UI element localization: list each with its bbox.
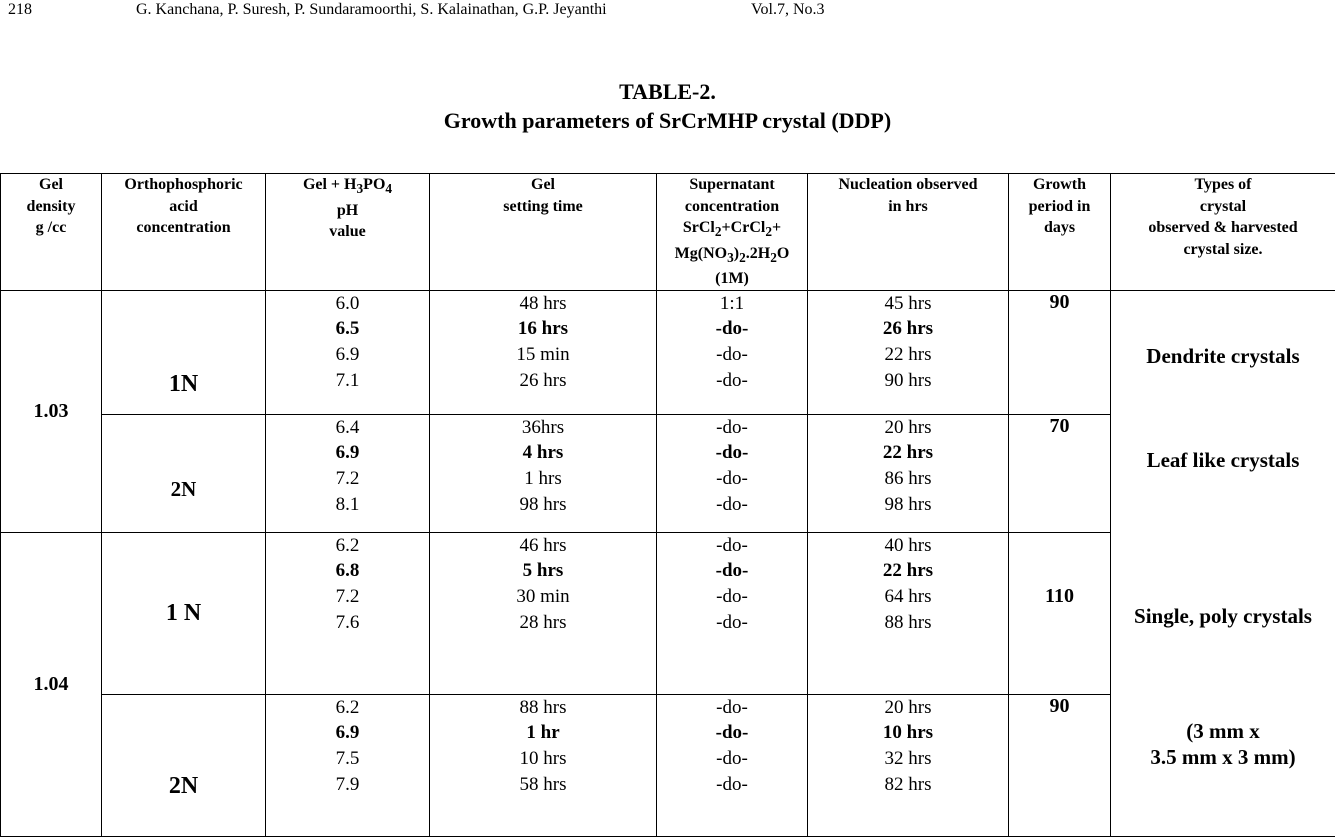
header-line xyxy=(266,174,429,200)
supernatant-value: -do- xyxy=(657,342,807,368)
setting-time-value: 1 hr xyxy=(430,720,656,746)
nucleation-value: 82 hrs xyxy=(808,772,1008,798)
crystal-type-label: Dendrite crystals xyxy=(1111,343,1335,369)
setting-time-cell xyxy=(430,414,657,532)
supernatant-cell xyxy=(657,290,808,414)
setting-time-cell xyxy=(430,290,657,414)
crystal-type-label: Single, poly crystals xyxy=(1111,603,1335,629)
supernatant-value: -do- xyxy=(657,316,807,342)
supernatant-value: -do- xyxy=(657,368,807,394)
ph-value: 7.2 xyxy=(266,584,429,610)
header-acid-concentration xyxy=(102,174,266,291)
crystal-size-label: (3 mm x xyxy=(1111,718,1335,744)
setting-time-value: 5 hrs xyxy=(430,558,656,584)
header-line: Nucleation observed xyxy=(808,174,1008,196)
setting-time-value: 16 hrs xyxy=(430,316,656,342)
text-run: .2H xyxy=(746,245,770,262)
subscript: 2 xyxy=(739,250,746,265)
nucleation-value: 20 hrs xyxy=(808,695,1008,721)
header-gel-density xyxy=(1,174,102,291)
subscript: 2 xyxy=(715,224,722,239)
header-line: period in xyxy=(1009,196,1110,218)
header-line: Supernatant xyxy=(657,174,807,196)
crystal-type-label: Leaf like crystals xyxy=(1111,447,1335,473)
header-line: pH xyxy=(266,200,429,222)
text-run: ) xyxy=(734,245,739,262)
setting-time-value: 28 hrs xyxy=(430,610,656,636)
header-line: setting time xyxy=(430,196,656,218)
header-supernatant xyxy=(657,174,808,291)
supernatant-cell xyxy=(657,414,808,532)
setting-time-value: 88 hrs xyxy=(430,695,656,721)
ph-cell xyxy=(266,290,430,414)
nucleation-value: 22 hrs xyxy=(808,342,1008,368)
header-line: observed & harvested xyxy=(1111,217,1335,239)
header-line: Growth xyxy=(1009,174,1110,196)
supernatant-value: -do- xyxy=(657,772,807,798)
supernatant-value: -do- xyxy=(657,610,807,636)
ph-value: 6.5 xyxy=(266,316,429,342)
subscript: 4 xyxy=(385,181,392,196)
subscript: 2 xyxy=(770,250,777,265)
running-header-authors: G. Kanchana, P. Suresh, P. Sundaramoorthi, S. Kalainathan, G.P. Jeyanthi xyxy=(136,0,607,20)
header-line: acid xyxy=(102,196,265,218)
nucleation-value: 20 hrs xyxy=(808,415,1008,441)
header-line: crystal size. xyxy=(1111,239,1335,261)
setting-time-value: 26 hrs xyxy=(430,368,656,394)
ph-value: 6.9 xyxy=(266,342,429,368)
crystal-types-cell xyxy=(1111,290,1335,836)
supernatant-value: -do- xyxy=(657,466,807,492)
ph-value: 6.4 xyxy=(266,415,429,441)
ph-value: 6.2 xyxy=(266,533,429,559)
supernatant-value: -do- xyxy=(657,746,807,772)
ph-cell xyxy=(266,532,430,694)
header-growth-period xyxy=(1009,174,1111,291)
setting-time-value: 1 hrs xyxy=(430,466,656,492)
concentration-cell: 2N xyxy=(102,414,266,532)
ph-value: 6.9 xyxy=(266,720,429,746)
header-line: g /cc xyxy=(1,217,101,239)
header-line: value xyxy=(266,221,429,243)
subscript: 3 xyxy=(727,250,734,265)
nucleation-value: 32 hrs xyxy=(808,746,1008,772)
nucleation-value: 40 hrs xyxy=(808,533,1008,559)
supernatant-value: 1:1 xyxy=(657,291,807,317)
ph-cell xyxy=(266,414,430,532)
supernatant-value: -do- xyxy=(657,415,807,441)
supernatant-cell xyxy=(657,532,808,694)
setting-time-value: 30 min xyxy=(430,584,656,610)
supernatant-value: -do- xyxy=(657,720,807,746)
text-run: Gel + H xyxy=(303,176,357,193)
setting-time-value: 48 hrs xyxy=(430,291,656,317)
ph-value: 7.1 xyxy=(266,368,429,394)
supernatant-value: -do- xyxy=(657,492,807,518)
setting-time-value: 58 hrs xyxy=(430,772,656,798)
page-number: 218 xyxy=(8,0,32,20)
header-nucleation xyxy=(808,174,1009,291)
nucleation-value: 90 hrs xyxy=(808,368,1008,394)
setting-time-value: 36hrs xyxy=(430,415,656,441)
setting-time-value: 98 hrs xyxy=(430,492,656,518)
text-run: + xyxy=(772,219,781,236)
setting-time-value: 46 hrs xyxy=(430,533,656,559)
header-line: concentration xyxy=(102,217,265,239)
table-header-row xyxy=(1,174,1335,291)
table-row xyxy=(1,290,1335,414)
subscript: 2 xyxy=(765,224,772,239)
ph-value: 7.2 xyxy=(266,466,429,492)
header-line: Types of xyxy=(1111,174,1335,196)
header-line: density xyxy=(1,196,101,218)
header-line xyxy=(657,243,807,269)
supernatant-value: -do- xyxy=(657,440,807,466)
growth-period-cell: 90 xyxy=(1009,694,1111,836)
text-run: PO xyxy=(363,176,385,193)
table-label: TABLE-2. xyxy=(0,79,1335,105)
table-caption: Growth parameters of SrCrMHP crystal (DDP) xyxy=(0,108,1335,134)
nucleation-cell xyxy=(808,414,1009,532)
header-line: Orthophosphoric xyxy=(102,174,265,196)
header-line: Gel xyxy=(1,174,101,196)
header-ph-value xyxy=(266,174,430,291)
ph-value: 7.9 xyxy=(266,772,429,798)
setting-time-value: 4 hrs xyxy=(430,440,656,466)
text-run: SrCl xyxy=(683,219,715,236)
growth-parameters-table xyxy=(0,173,1335,837)
header-line: days xyxy=(1009,217,1110,239)
crystal-size-label: 3.5 mm x 3 mm) xyxy=(1111,744,1335,770)
ph-value: 8.1 xyxy=(266,492,429,518)
text-run: Mg(NO xyxy=(675,245,727,262)
setting-time-cell xyxy=(430,694,657,836)
nucleation-cell xyxy=(808,694,1009,836)
ph-value: 7.5 xyxy=(266,746,429,772)
header-crystal-types xyxy=(1111,174,1335,291)
density-cell: 1.04 xyxy=(1,532,102,836)
ph-value: 6.8 xyxy=(266,558,429,584)
supernatant-value: -do- xyxy=(657,695,807,721)
setting-time-cell xyxy=(430,532,657,694)
ph-value: 6.0 xyxy=(266,291,429,317)
text-run: +CrCl xyxy=(722,219,766,236)
header-line: Gel xyxy=(430,174,656,196)
supernatant-cell xyxy=(657,694,808,836)
growth-period-cell: 90 xyxy=(1009,290,1111,414)
text-run: O xyxy=(777,245,789,262)
nucleation-value: 86 hrs xyxy=(808,466,1008,492)
header-line: crystal xyxy=(1111,196,1335,218)
density-cell: 1.03 xyxy=(1,290,102,532)
nucleation-value: 22 hrs xyxy=(808,440,1008,466)
nucleation-value: 98 hrs xyxy=(808,492,1008,518)
concentration-cell: 2N xyxy=(102,694,266,836)
ph-value: 7.6 xyxy=(266,610,429,636)
ph-value: 6.2 xyxy=(266,695,429,721)
nucleation-value: 26 hrs xyxy=(808,316,1008,342)
supernatant-value: -do- xyxy=(657,533,807,559)
supernatant-value: -do- xyxy=(657,558,807,584)
concentration-cell: 1N xyxy=(102,290,266,414)
running-header-volume: Vol.7, No.3 xyxy=(751,0,825,20)
ph-cell xyxy=(266,694,430,836)
concentration-cell: 1 N xyxy=(102,532,266,694)
growth-period-cell: 110 xyxy=(1009,532,1111,694)
header-line: in hrs xyxy=(808,196,1008,218)
setting-time-value: 15 min xyxy=(430,342,656,368)
header-setting-time xyxy=(430,174,657,291)
nucleation-value: 64 hrs xyxy=(808,584,1008,610)
nucleation-value: 22 hrs xyxy=(808,558,1008,584)
nucleation-value: 45 hrs xyxy=(808,291,1008,317)
header-line xyxy=(657,217,807,243)
subscript: 3 xyxy=(357,181,364,196)
nucleation-cell xyxy=(808,532,1009,694)
setting-time-value: 10 hrs xyxy=(430,746,656,772)
header-line: (1M) xyxy=(657,268,807,290)
growth-period-cell: 70 xyxy=(1009,414,1111,532)
nucleation-value: 88 hrs xyxy=(808,610,1008,636)
ph-value: 6.9 xyxy=(266,440,429,466)
header-line: concentration xyxy=(657,196,807,218)
nucleation-value: 10 hrs xyxy=(808,720,1008,746)
supernatant-value: -do- xyxy=(657,584,807,610)
nucleation-cell xyxy=(808,290,1009,414)
